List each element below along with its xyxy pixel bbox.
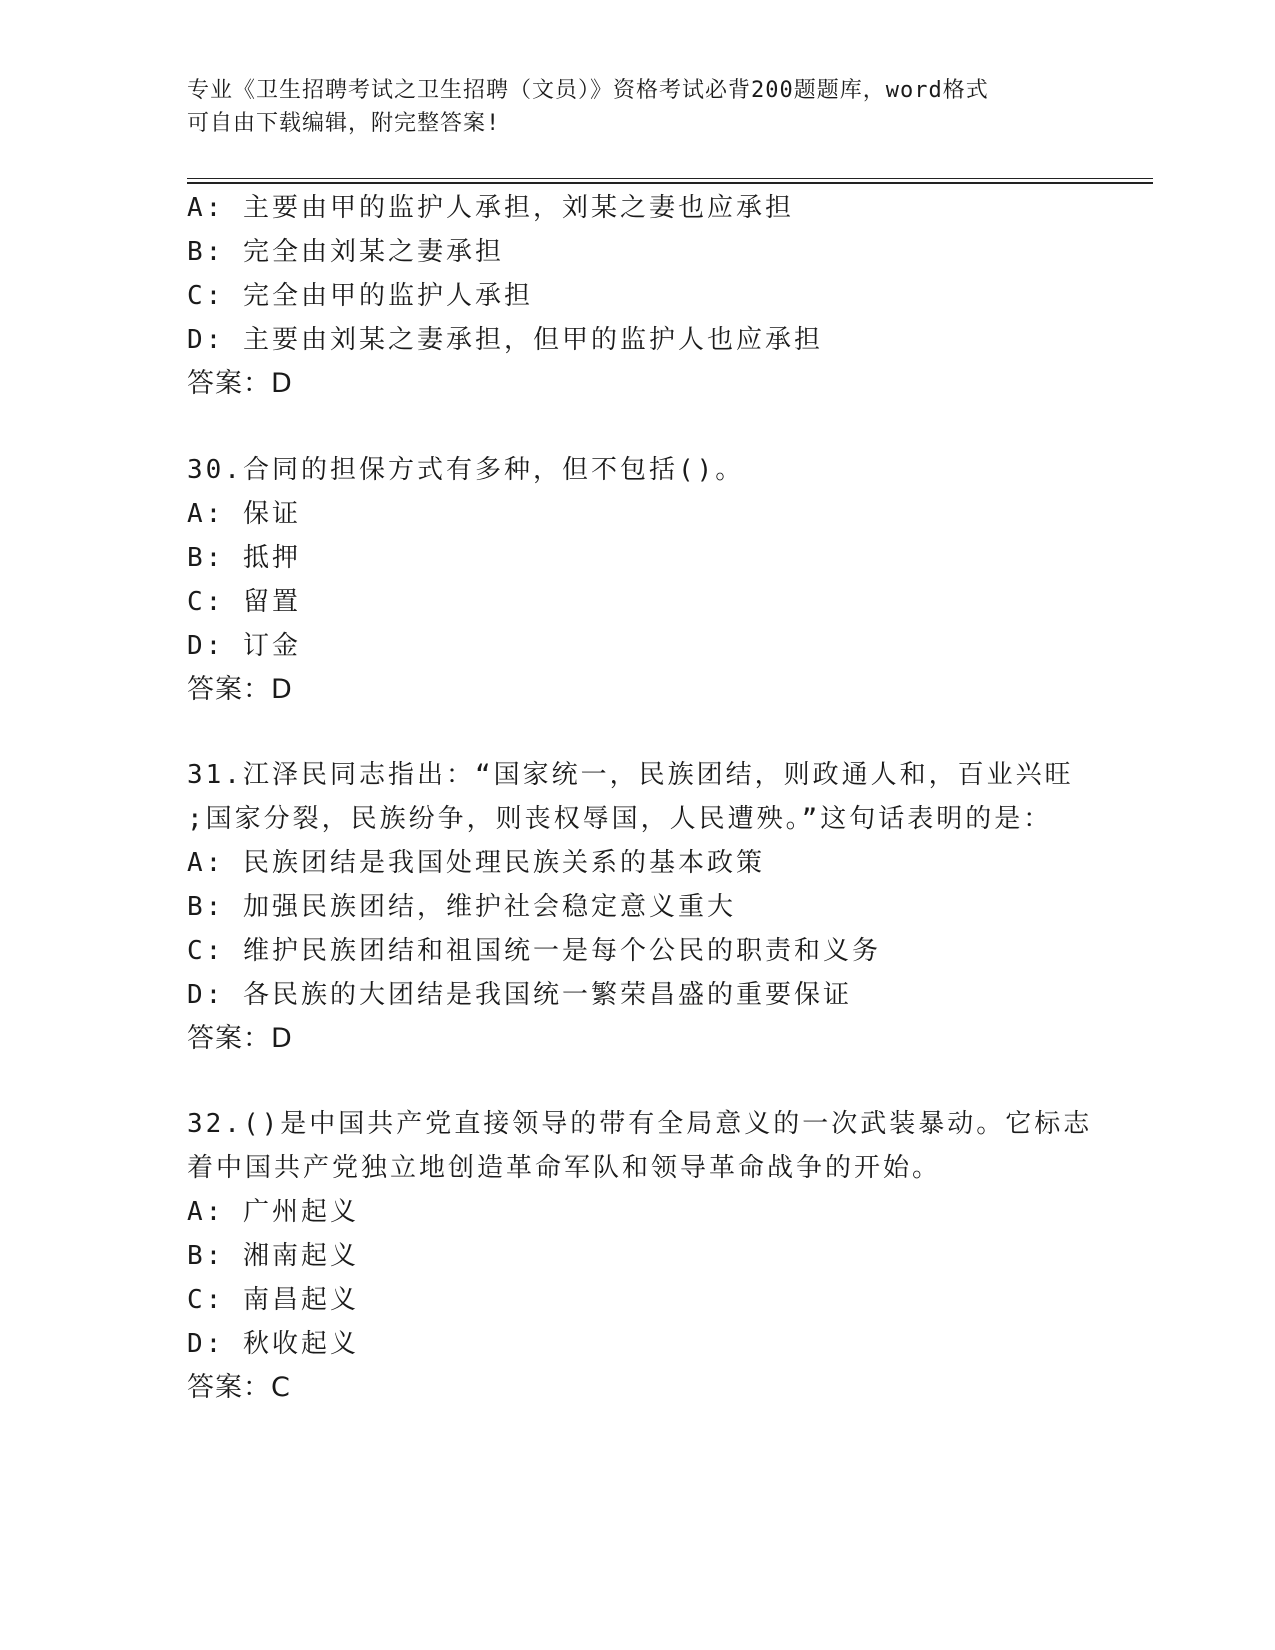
q32-option-c: C: 南昌起义 [187, 1285, 359, 1315]
q32-answer: 答案：C [187, 1372, 291, 1403]
q30-option-a: A: 保证 [187, 499, 301, 529]
q30-answer: 答案：D [187, 674, 293, 705]
q31-option-b: B: 加强民族团结，维护社会稳定意义重大 [187, 892, 736, 922]
q31-stem-line-2: ;国家分裂，民族纷争，则丧权辱国，人民遭殃。”这句话表明的是： [187, 804, 1053, 834]
q31-stem-line-1: 31.江泽民同志指出：“国家统一，民族团结，则政通人和，百业兴旺 [187, 760, 1074, 790]
q30-option-d: D: 订金 [187, 631, 301, 661]
header-divider-thick [187, 182, 1153, 184]
q30-stem: 30.合同的担保方式有多种，但不包括()。 [187, 455, 745, 485]
q32-stem-line-2: 着中国共产党独立地创造革命军队和领导革命战争的开始。 [187, 1153, 942, 1183]
q29-answer: 答案：D [187, 368, 293, 399]
q29-option-b: B: 完全由刘某之妻承担 [187, 237, 504, 267]
q30-option-b: B: 抵押 [187, 543, 301, 573]
header-line-1: 专业《卫生招聘考试之卫生招聘（文员）》资格考试必背200题题库，word格式 [187, 78, 989, 103]
header-line-2: 可自由下载编辑，附完整答案! [187, 111, 501, 136]
q31-option-a: A: 民族团结是我国处理民族关系的基本政策 [187, 848, 765, 878]
q31-answer: 答案：D [187, 1023, 293, 1054]
q29-option-c: C: 完全由甲的监护人承担 [187, 281, 533, 311]
q32-option-b: B: 湘南起义 [187, 1241, 359, 1271]
q29-option-a: A: 主要由甲的监护人承担，刘某之妻也应承担 [187, 193, 794, 223]
document-header [187, 74, 1087, 140]
q31-option-d: D: 各民族的大团结是我国统一繁荣昌盛的重要保证 [187, 980, 852, 1010]
q32-option-d: D: 秋收起义 [187, 1329, 359, 1359]
q30-option-c: C: 留置 [187, 587, 301, 617]
q32-option-a: A: 广州起义 [187, 1197, 359, 1227]
q29-option-d: D: 主要由刘某之妻承担，但甲的监护人也应承担 [187, 325, 823, 355]
q32-stem-line-1: 32.()是中国共产党直接领导的带有全局意义的一次武装暴动。它标志 [187, 1109, 1093, 1139]
header-divider-thin [187, 178, 1153, 179]
q31-option-c: C: 维护民族团结和祖国统一是每个公民的职责和义务 [187, 936, 881, 966]
